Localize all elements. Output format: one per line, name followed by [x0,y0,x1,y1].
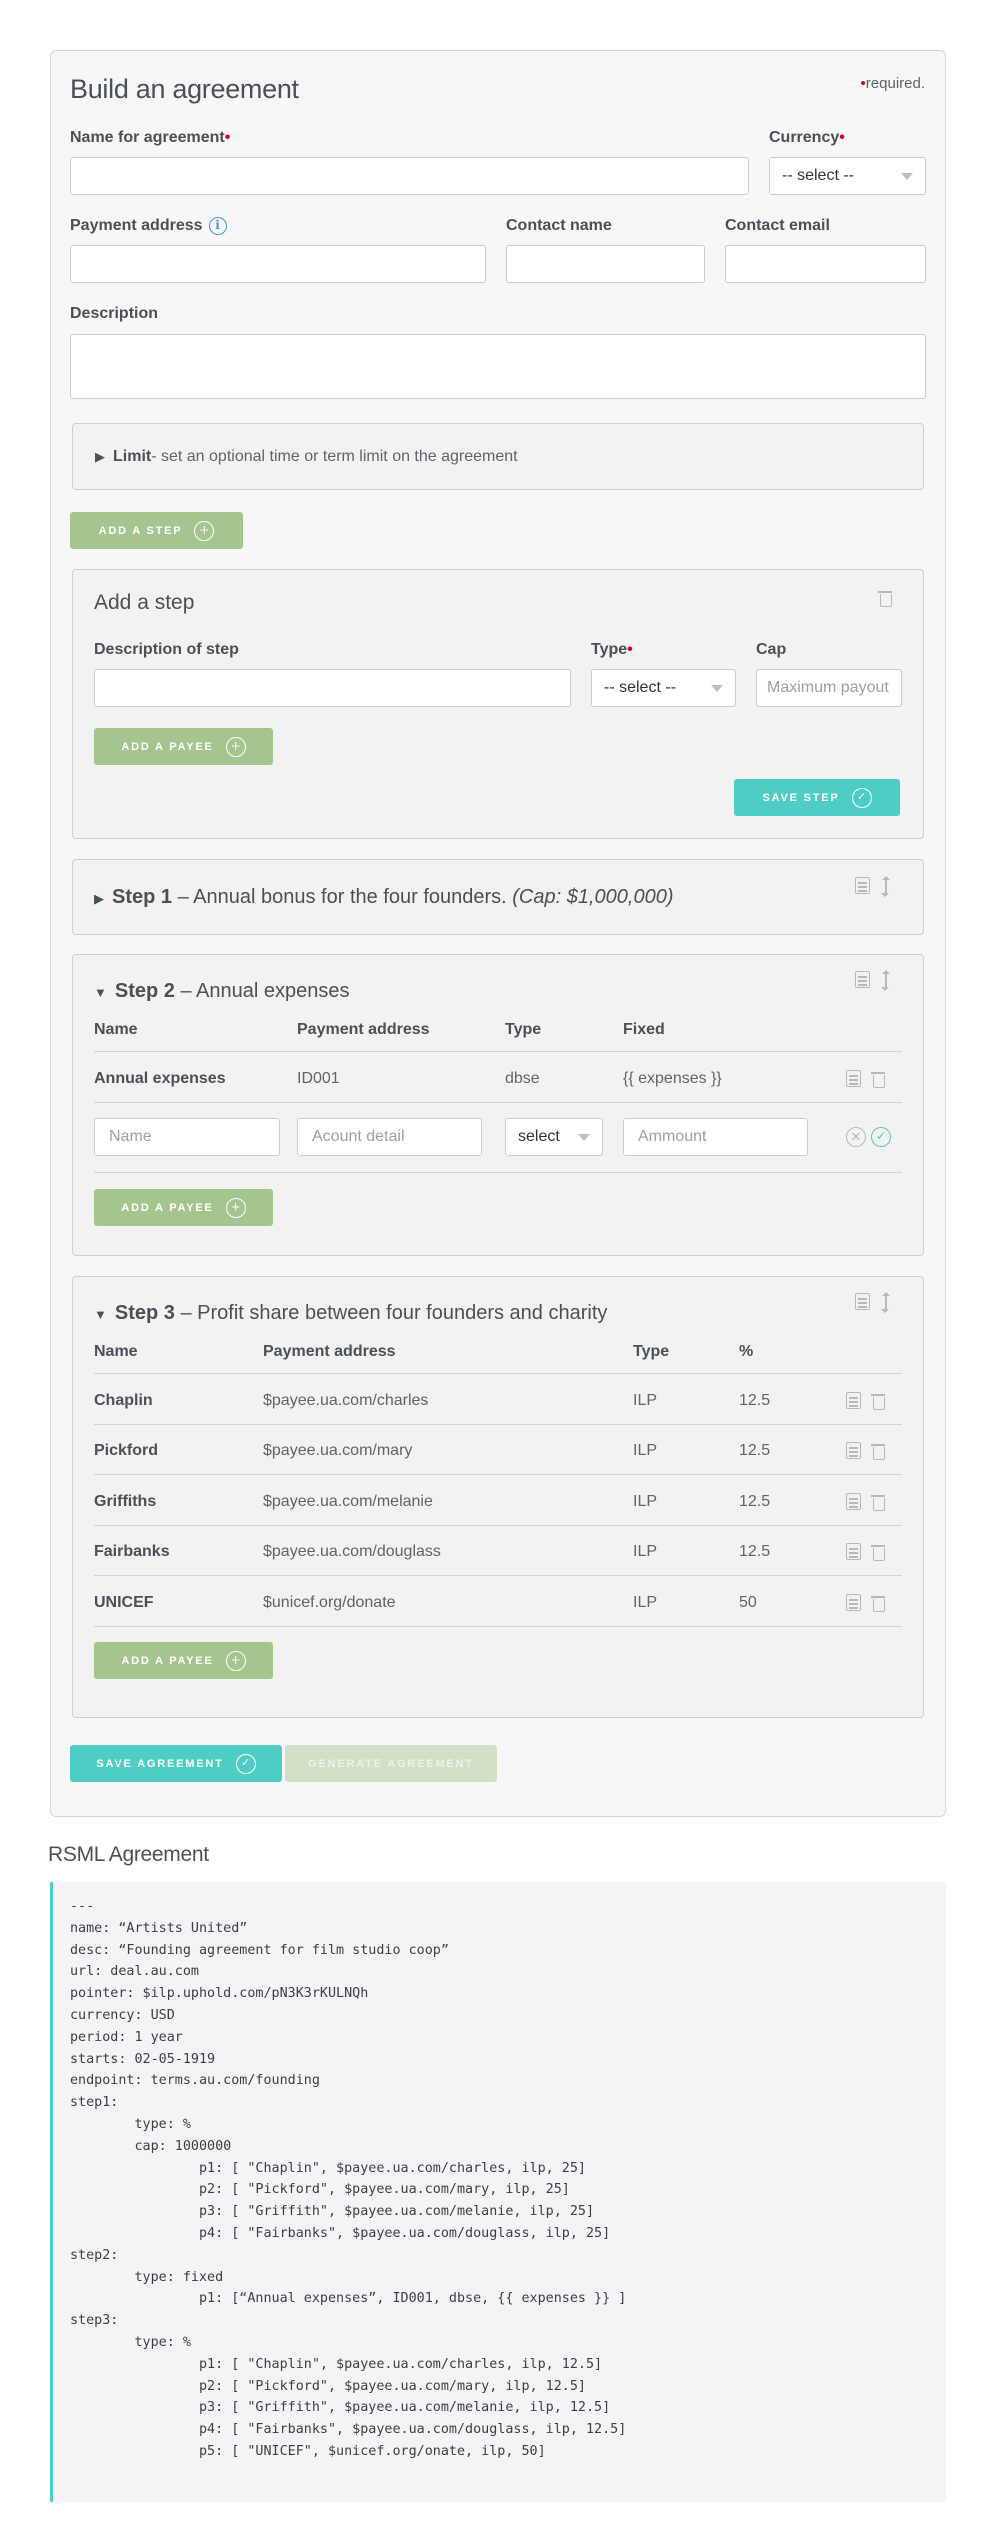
notes-icon[interactable] [855,971,870,988]
row-type: ILP [633,1594,658,1611]
save-agreement-button[interactable]: SAVE AGREEMENT ✓ [70,1745,282,1782]
step3-panel [72,1276,924,1718]
step-type-label: Type• [591,641,633,658]
check-circle-icon: ✓ [236,1754,256,1774]
column-header: Name [94,1021,138,1038]
step-type-select[interactable]: -- select -- [591,669,736,707]
chevron-down-icon [711,685,723,692]
row-type: ILP [633,1543,658,1560]
notes-icon[interactable] [846,1392,861,1409]
plus-circle-icon: + [226,1651,246,1671]
column-header: Payment address [297,1021,430,1038]
limit-title: Limit [113,447,152,465]
contact-email-input[interactable] [725,245,926,283]
generate-agreement-button[interactable]: GENERATE AGREEMENT [285,1745,497,1782]
code-line: starts: 02-05-1919 [70,2051,216,2067]
add-step-title: Add a step [94,591,195,614]
row-value: {{ expenses }} [623,1070,722,1087]
name-label: Name for agreement• [70,129,231,146]
row-name: UNICEF [94,1594,154,1611]
code-line: p2: [ "Pickford", $payee.ua.com/mary, ilp, 25] [70,2182,570,2198]
description-label: Description [70,305,159,322]
divider [94,1626,902,1627]
row-address: $payee.ua.com/charles [263,1392,429,1409]
row-address: $payee.ua.com/mary [263,1442,413,1459]
description-textarea[interactable] [70,334,926,399]
row-address: $payee.ua.com/douglass [263,1543,441,1560]
contact-name-input[interactable] [506,245,705,283]
check-circle-icon: ✓ [852,788,872,808]
add-payee-button[interactable]: ADD A PAYEE + [94,1642,273,1679]
code-line: type: % [70,2334,191,2350]
cancel-circle-icon[interactable]: ✕ [846,1127,866,1147]
code-line: p4: [ "Fairbanks", $payee.ua.com/douglass, ilp, 12.5] [70,2422,627,2438]
new-payee-amount-input[interactable]: Ammount [623,1118,808,1156]
notes-icon[interactable] [846,1594,861,1611]
row-type: ILP [633,1392,658,1409]
expand-triangle-icon: ▶ [95,448,105,464]
rsml-code-block [50,1882,946,2502]
confirm-check-icon[interactable]: ✓ [871,1127,891,1147]
divider [94,1575,902,1576]
agreement-name-input[interactable] [70,157,749,195]
code-line: cap: 1000000 [70,2138,232,2154]
row-name: Chaplin [94,1392,153,1409]
notes-icon[interactable] [846,1070,861,1087]
row-value: 12.5 [739,1543,771,1560]
code-line: url: deal.au.com [70,1964,199,1980]
row-value: 12.5 [739,1442,771,1459]
trash-icon[interactable] [871,1442,885,1459]
notes-icon[interactable] [846,1543,861,1560]
plus-circle-icon: + [194,521,214,541]
code-line: p3: [ "Griffith", $payee.ua.com/melanie, ilp, 25] [70,2204,595,2220]
add-payee-button[interactable]: ADD A PAYEE + [94,728,273,765]
row-value: 50 [739,1594,757,1611]
step1-panel[interactable] [72,859,924,935]
collapse-triangle-icon[interactable]: ▼ [94,1307,107,1322]
code-line: p1: [ "Chaplin", $payee.ua.com/charles, ilp, 12.5] [70,2356,603,2372]
cap-input[interactable]: Maximum payout [756,669,902,707]
code-line: step3: [70,2313,119,2329]
row-address: $unicef.org/donate [263,1594,396,1611]
step-description-input[interactable] [94,669,571,707]
row-value: 12.5 [739,1392,771,1409]
column-header: Type [505,1021,542,1038]
divider [94,1525,902,1526]
step-description-label: Description of step [94,641,239,658]
code-line: desc: “Founding agreement for film studio coop” [70,1942,449,1958]
trash-icon[interactable] [871,1070,885,1087]
code-line: step1: [70,2095,119,2111]
notes-icon[interactable] [855,1293,870,1310]
currency-select[interactable]: -- select -- [769,157,926,195]
column-header: Type [633,1343,670,1360]
row-value: 12.5 [739,1493,771,1510]
divider [94,1102,902,1103]
step2-header: ▼ Step 2 – Annual expenses [94,980,350,1002]
form-title: Build an agreement [70,74,299,104]
new-payee-address-input[interactable]: Acount detail [297,1118,482,1156]
required-asterisk: • [860,75,866,92]
info-icon[interactable]: i [209,217,227,235]
required-note: •required. [860,75,925,92]
new-payee-name-input[interactable]: Name [94,1118,280,1156]
code-line: endpoint: terms.au.com/founding [70,2073,320,2089]
column-header: % [739,1343,754,1360]
contact-email-label: Contact email [725,217,830,234]
chevron-down-icon [578,1134,590,1141]
collapse-triangle-icon[interactable]: ▼ [94,985,107,1000]
add-step-button[interactable]: ADD A STEP + [70,512,243,549]
code-line: p1: [ "Chaplin", $payee.ua.com/charles, ilp, 25] [70,2160,586,2176]
notes-icon[interactable] [855,877,870,894]
code-line: --- [70,1899,95,1914]
chevron-down-icon [901,173,913,180]
step1-header: ▶ Step 1 – Annual bonus for the four founders. (Cap: $1,000,000) [94,886,674,908]
divider [94,1424,902,1425]
column-header: Name [94,1343,138,1360]
code-line: type: fixed [70,2269,224,2285]
column-header: Fixed [623,1021,665,1038]
row-name: Pickford [94,1442,159,1459]
payment-address-input[interactable] [70,245,486,283]
divider [94,1474,902,1475]
save-step-button[interactable]: SAVE STEP ✓ [734,779,900,816]
trash-icon[interactable] [878,589,892,606]
code-line: pointer: $ilp.uphold.com/pN3K3rKULNQh [70,1986,369,2002]
agreement-form-card [50,50,946,1817]
column-header: Payment address [263,1343,396,1360]
divider [94,1172,902,1173]
currency-label: Currency• [769,129,845,146]
code-line: type: % [70,2116,191,2132]
code-line: p5: [ "UNICEF", $unicef.org/onate, ilp, 50] [70,2443,546,2459]
code-line: p2: [ "Pickford", $payee.ua.com/mary, ilp, 12.5] [70,2378,586,2394]
expand-triangle-icon: ▶ [94,891,104,906]
trash-icon[interactable] [871,1392,885,1409]
step3-header: ▼ Step 3 – Profit share between four founders and charity [94,1302,608,1324]
code-line: period: 1 year [70,2029,183,2045]
cap-label: Cap [756,641,787,658]
notes-icon[interactable] [846,1493,861,1510]
code-line: currency: USD [70,2007,175,2023]
plus-circle-icon: + [226,737,246,757]
divider [94,1051,902,1052]
row-type: ILP [633,1442,658,1459]
notes-icon[interactable] [846,1442,861,1459]
contact-name-label: Contact name [506,217,612,234]
row-type: dbse [505,1070,540,1087]
row-address: $payee.ua.com/melanie [263,1493,433,1510]
code-line: p3: [ "Griffith", $payee.ua.com/melanie, ilp, 12.5] [70,2400,611,2416]
add-step-panel [72,569,924,839]
code-line: p1: [“Annual expenses”, ID001, dbse, {{ expenses }} ] [70,2291,627,2307]
add-payee-button[interactable]: ADD A PAYEE + [94,1189,273,1226]
step2-panel [72,954,924,1256]
divider [94,1373,902,1374]
plus-circle-icon: + [226,1198,246,1218]
payment-address-label: Payment address i [70,217,227,235]
trash-icon[interactable] [871,1493,885,1510]
row-name: Annual expenses [94,1070,226,1087]
row-name: Fairbanks [94,1543,170,1560]
limit-text: - set an optional time or term limit on the agreement [151,447,518,465]
code-line: p4: [ "Fairbanks", $payee.ua.com/douglass, ilp, 25] [70,2225,611,2241]
rsml-title: RSML Agreement [48,1843,209,1866]
limit-panel[interactable] [72,423,924,490]
new-payee-type-select[interactable]: select [505,1118,603,1156]
row-address: ID001 [297,1070,340,1087]
code-line: step2: [70,2247,119,2263]
row-type: ILP [633,1493,658,1510]
code-line: name: “Artists United” [70,1920,248,1936]
trash-icon[interactable] [871,1543,885,1560]
row-name: Griffiths [94,1493,157,1510]
trash-icon[interactable] [871,1594,885,1611]
